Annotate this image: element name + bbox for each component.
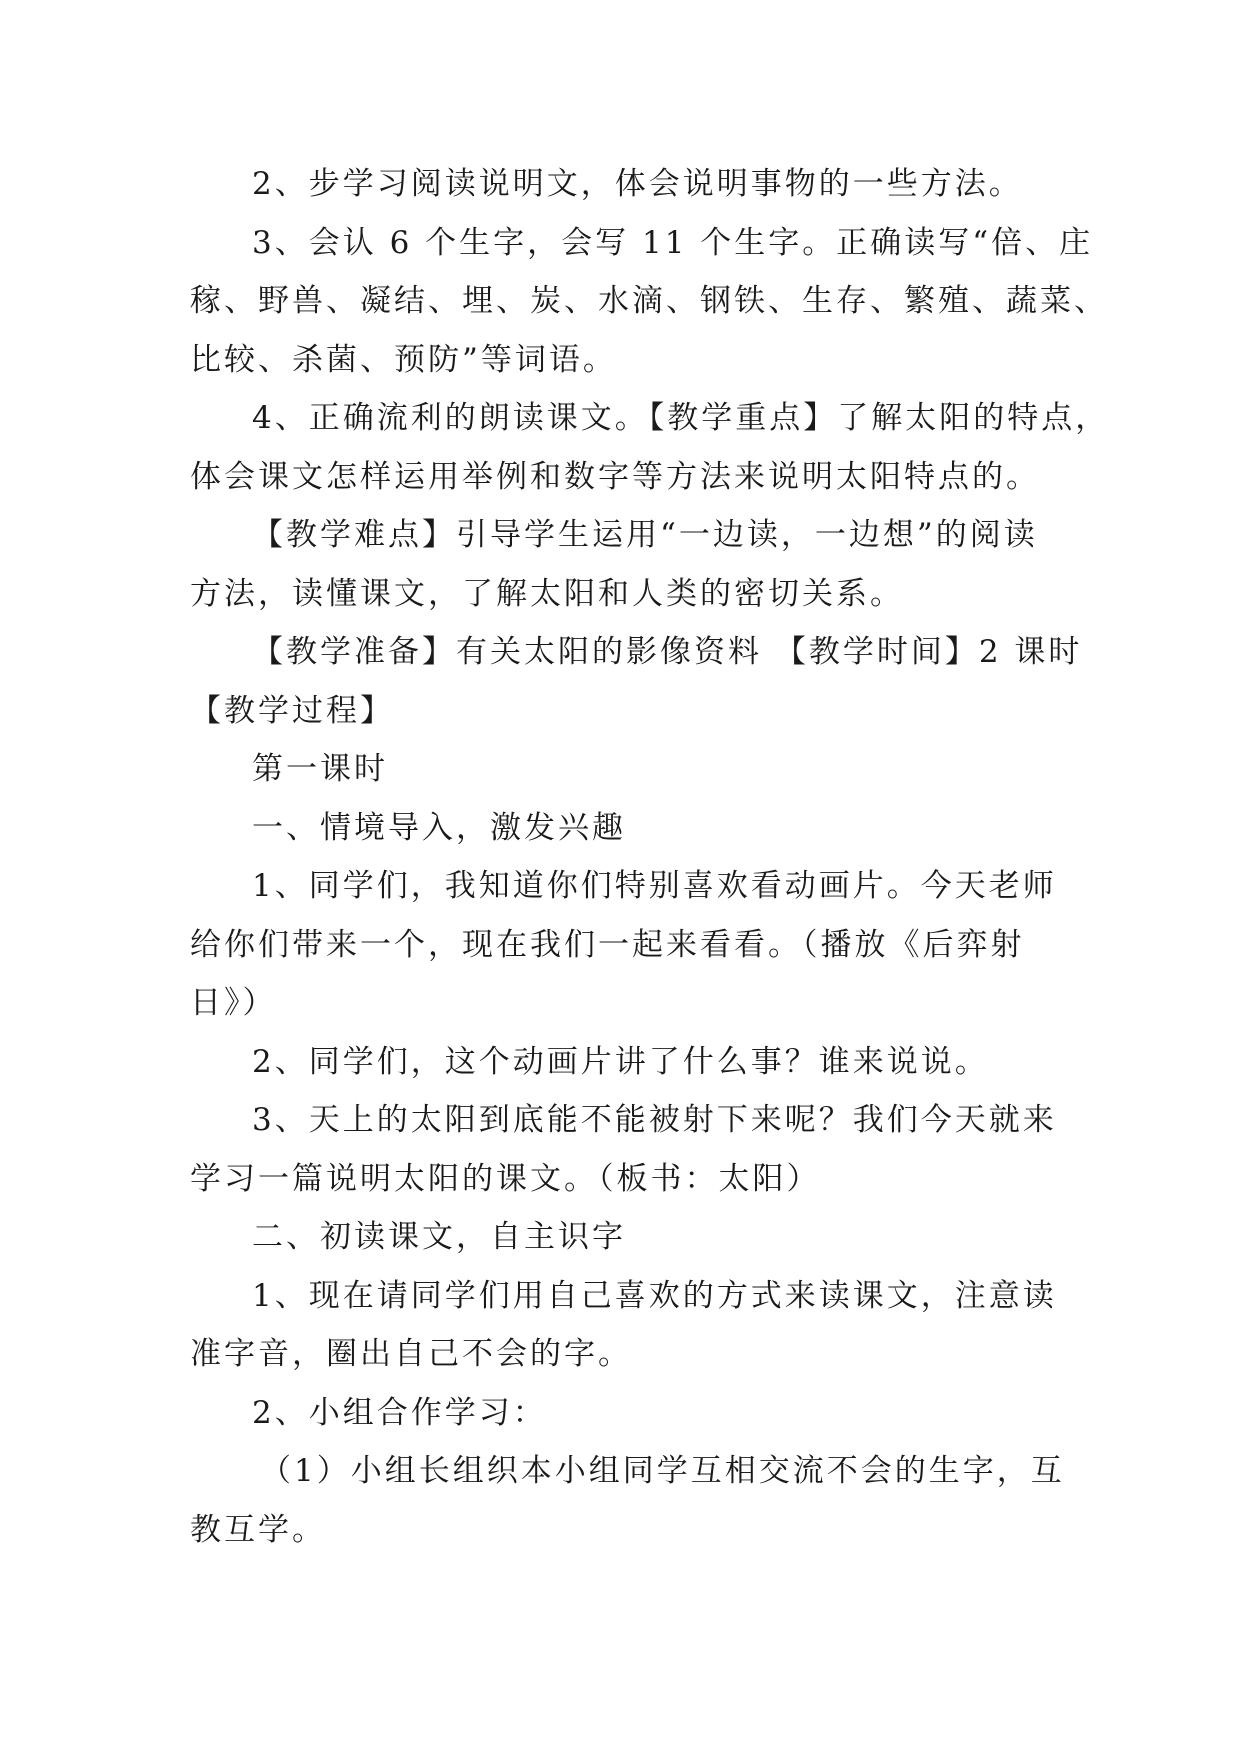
reading-step-2-line: 2、小组合作学习： <box>252 1394 547 1431</box>
objective-2-line: 2、步学习阅读说明文，体会说明事物的一些方法。 <box>252 166 1023 202</box>
sub-step-1-line-2: 教互学。 <box>190 1511 326 1548</box>
objective-4-line-2: 体会课文怎样运用举例和数字等方法来说明太阳特点的。 <box>190 458 1040 495</box>
difficulty-line-2: 方法，读懂课文，了解太阳和人类的密切关系。 <box>190 575 904 612</box>
section-two-heading: 二、初读课文，自主识字 <box>252 1219 626 1255</box>
step-3-line-1: 3、天上的太阳到底能不能被射下来呢？我们今天就来 <box>252 1102 1057 1138</box>
section-one-heading: 一、情境导入，激发兴趣 <box>252 809 626 846</box>
preparation-line: 【教学准备】有关太阳的影像资料 【教学时间】2 课时 <box>252 634 1083 670</box>
difficulty-line-1: 【教学难点】引导学生运用“一边读，一边想”的阅读 <box>252 517 1038 553</box>
process-heading: 【教学过程】 <box>190 692 394 729</box>
reading-step-1-line-1: 1、现在请同学们用自己喜欢的方式来读课文，注意读 <box>252 1277 1057 1314</box>
objective-3-line-3: 比较、杀菌、预防”等词语。 <box>190 341 617 378</box>
step-1-line-1: 1、同学们，我知道你们特别喜欢看动画片。今天老师 <box>252 868 1057 904</box>
step-1-line-2: 给你们带来一个，现在我们一起来看看。（播放《后弈射 <box>190 926 1025 963</box>
step-3-line-2: 学习一篇说明太阳的课文。（板书：太阳） <box>190 1160 821 1197</box>
reading-step-1-line-2: 准字音，圈出自己不会的字。 <box>190 1336 632 1372</box>
step-2-line: 2、同学们，这个动画片讲了什么事？谁来说说。 <box>252 1043 989 1080</box>
objective-3-line-1: 3、会认 6 个生字，会写 11 个生字。正确读写“倍、庄 <box>252 224 1094 261</box>
lesson-one-heading: 第一课时 <box>252 751 388 787</box>
step-1-line-3: 日》） <box>190 985 277 1021</box>
objective-4-line-1: 4、正确流利的朗读课文。【教学重点】了解太阳的特点， <box>252 400 1110 436</box>
document-body <box>190 155 1110 1559</box>
objective-3-line-2: 稼、野兽、凝结、埋、炭、水滴、钢铁、生存、繁殖、蔬菜、 <box>190 283 1108 319</box>
sub-step-1-line-1: （1）小组长组织本小组同学互相交流不会的生字，互 <box>260 1453 1065 1489</box>
